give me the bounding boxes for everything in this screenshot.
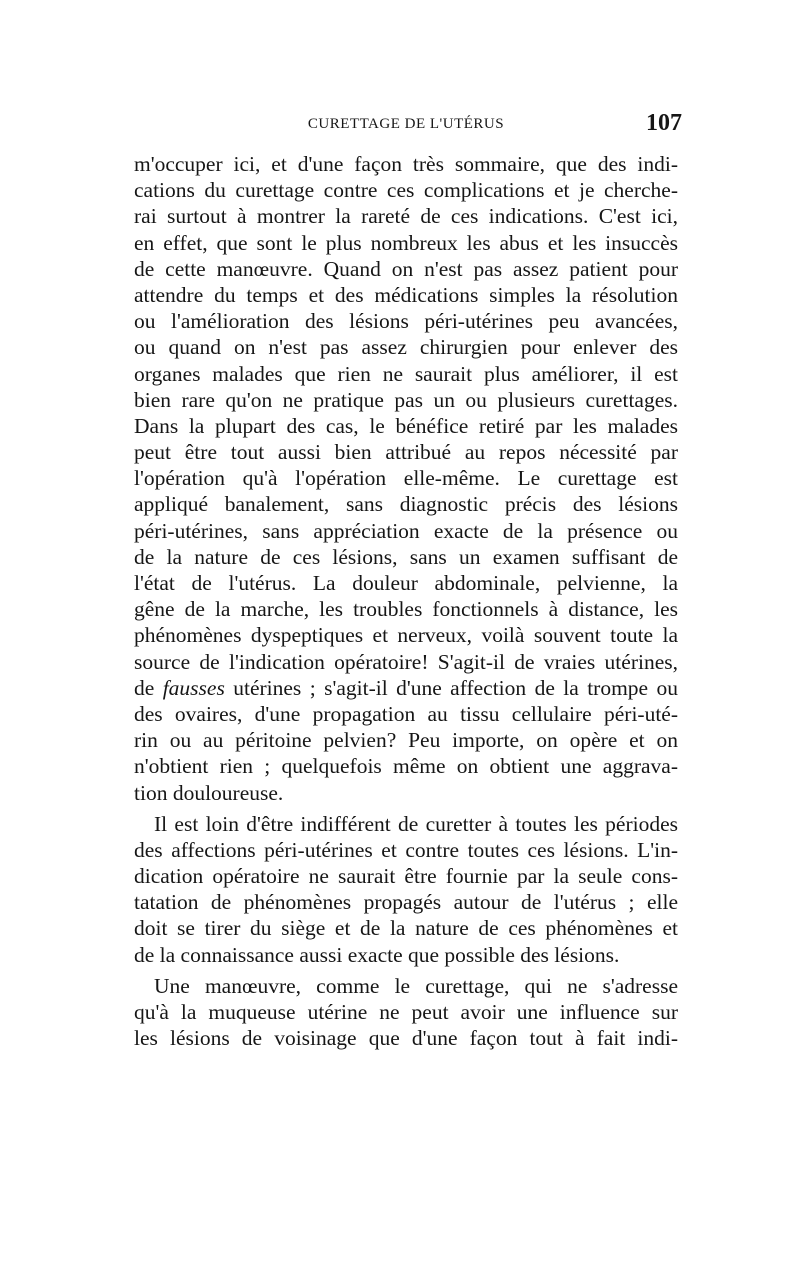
text-line: des ovaires, d'une propagation au tissu cellulaire péri-uté- [134,701,678,726]
text-segment: utérines ; s'agit-il d'une affection de la trompe ou [224,675,678,700]
page-number: 107 [646,110,682,136]
text-line: rin ou au péritoine pelvien? Peu importe, on opère et on [134,728,678,753]
text-line: de cette manœuvre. Quand on n'est pas assez patient pour [134,256,678,281]
text-line: Une manœuvre, comme le curettage, qui ne s'adresse [154,973,678,998]
text-line: organes malades que rien ne saurait plus améliorer, il est [134,361,678,386]
text-line: péri-utérines, sans appréciation exacte de la présence ou [134,518,678,543]
text-line: de la connaissance aussi exacte que possible des lésions. [134,942,620,967]
text-line: Il est loin d'être indifférent de curetter à toutes les périodes [154,811,678,836]
text-line: des affections péri-utérines et contre toutes ces lésions. L'in- [134,837,678,862]
text-line: attendre du temps et des médications simples la résolution [134,282,678,307]
running-title: CURETTAGE DE L'UTÉRUS [307,116,505,132]
text-line: les lésions de voisinage que d'une façon tout à fait indi- [134,1026,678,1051]
text-line: l'état de l'utérus. La douleur abdominale, pelvienne, la [134,571,678,595]
text-line: de la nature de ces lésions, sans un examen suffisant de [134,544,678,569]
text-line: Dans la plupart des cas, le bénéfice retiré par les malades [134,413,678,438]
body-text [134,151,678,1051]
page-header [130,112,682,140]
text-line: source de l'indication opératoire! S'agit-il de vraies utérines, [134,649,678,674]
text-line: rai surtout à montrer la rareté de ces indications. C'est ici, [134,204,678,229]
text-line: tatation de phénomènes propagés autour de l'utérus ; elle [134,890,678,915]
text-line: tion douloureuse. [134,780,284,805]
text-line: peut être tout aussi bien attribué au repos nécessité par [134,440,678,465]
text-line: m'occuper ici, et d'une façon très sommaire, que des indi- [134,152,678,176]
text-segment: de [134,675,163,700]
text-line: en effet, que sont le plus nombreux les abus et les insuccès [134,230,678,255]
text-line: ou l'amélioration des lésions péri-utérines peu avancées, [134,309,678,334]
text-line: doit se tirer du siège et de la nature de ces phénomènes et [134,916,678,941]
text-line: appliqué banalement, sans diagnostic précis des lésions [134,492,678,517]
text-line: qu'à la muqueuse utérine ne peut avoir une influence sur [134,1000,678,1024]
text-line: phénomènes dyspeptiques et nerveux, voilà souvent toute la [134,623,678,648]
text-line: dication opératoire ne saurait être fournie par la seule cons- [134,864,678,889]
text-line: ou quand on n'est pas assez chirurgien pour enlever des [134,335,678,360]
italic-word: fausses [162,675,225,700]
text-line: l'opération qu'à l'opération elle-même. Le curettage est [134,466,678,491]
text-line: cations du curettage contre ces complications et je cherche- [134,178,678,203]
text-line: n'obtient rien ; quelquefois même on obtient une aggrava- [134,754,678,779]
text-line-with-italic [134,675,678,701]
text-line: bien rare qu'on ne pratique pas un ou plusieurs curettages. [134,387,678,412]
text-line: gêne de la marche, les troubles fonctionnels à distance, les [134,597,678,622]
